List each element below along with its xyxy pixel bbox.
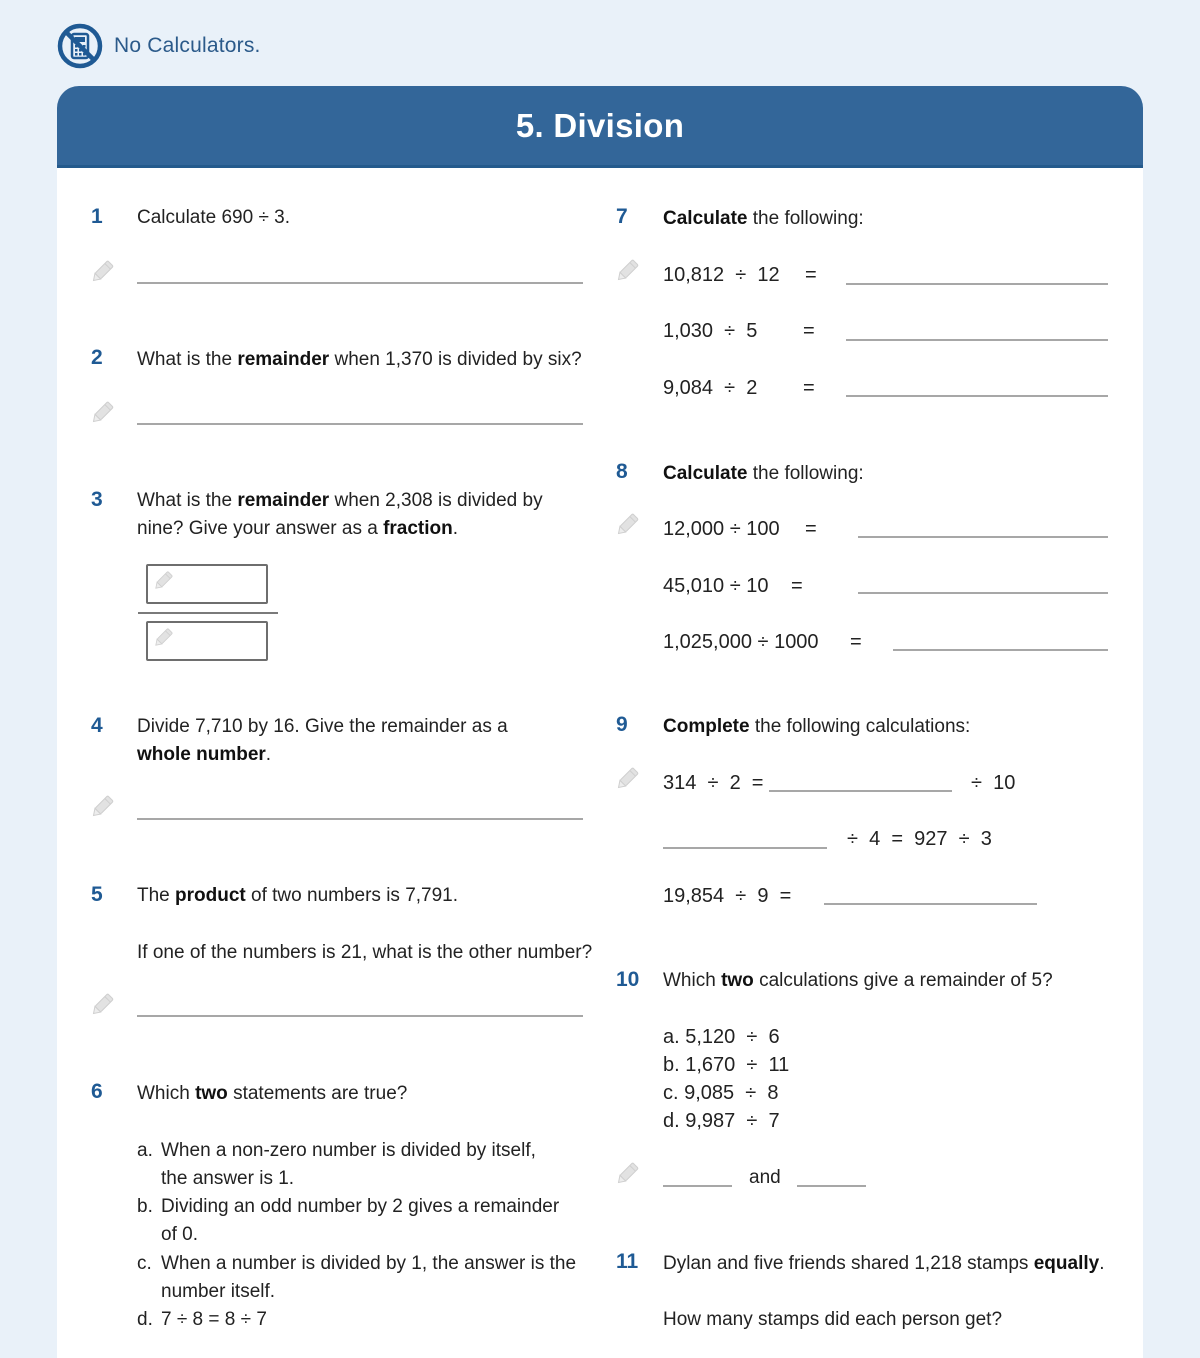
bold-text: product: [175, 885, 246, 906]
text: statements are true?: [227, 1083, 408, 1104]
option-text: the answer is 1.: [161, 1168, 295, 1189]
text: the following calculations:: [749, 716, 971, 737]
text: calculations give a remainder of 5?: [753, 970, 1053, 991]
worksheet-card: [57, 86, 1143, 1358]
answer-line[interactable]: [858, 536, 1108, 538]
section-title: 5. Division: [515, 106, 685, 144]
text: of two numbers is 7,791.: [245, 885, 459, 906]
question-text: [137, 713, 537, 769]
option-letter: a.: [137, 1140, 153, 1161]
answer-line[interactable]: [893, 649, 1108, 651]
pencil-icon: [152, 570, 174, 592]
text: .: [1099, 1253, 1105, 1274]
option-letter: b.: [137, 1196, 153, 1217]
text: The: [137, 885, 176, 906]
answer-line[interactable]: [137, 1015, 583, 1017]
question-number: 7: [616, 205, 628, 228]
question-number: 2: [91, 346, 103, 369]
answer-line[interactable]: [824, 903, 1037, 905]
question-number: 5: [91, 883, 103, 906]
bold-text: remainder: [237, 490, 330, 511]
question-subtext: If one of the numbers is 21, what is the other number?: [137, 942, 593, 963]
answer-line[interactable]: [846, 395, 1108, 397]
question-number: 3: [91, 488, 103, 511]
bold-text: Calculate: [663, 208, 748, 229]
equals-sign: =: [805, 264, 817, 286]
answer-line[interactable]: [858, 592, 1108, 594]
option-d[interactable]: d. 9,987 ÷ 7: [663, 1110, 780, 1132]
no-calculator-icon: [56, 22, 104, 70]
and-label: and: [749, 1167, 781, 1188]
question-number: 6: [91, 1080, 103, 1103]
question-number: 11: [616, 1250, 639, 1273]
answer-line[interactable]: [846, 283, 1108, 285]
calc-expression: 1,025,000 ÷ 1000: [663, 631, 819, 653]
text: What is the: [137, 490, 238, 511]
calc-expression: 9,084 ÷ 2: [663, 377, 758, 399]
equals-sign: =: [791, 575, 803, 597]
calc-expression: 45,010 ÷ 10: [663, 575, 769, 597]
text: the following:: [747, 208, 864, 229]
equals-sign: =: [805, 518, 817, 540]
bold-text: fraction: [383, 518, 453, 539]
pencil-icon: [614, 512, 640, 538]
pencil-icon: [152, 627, 174, 649]
pencil-icon: [89, 794, 115, 820]
question-number: 1: [91, 205, 103, 228]
question-number: 10: [616, 968, 640, 991]
bold-text: two: [721, 970, 754, 991]
question-text: [663, 205, 864, 233]
equals-sign: =: [803, 377, 815, 399]
answer-line[interactable]: [137, 282, 583, 284]
text: Which: [663, 970, 722, 991]
text: when 1,370 is divided by six?: [329, 349, 582, 370]
text: Which: [137, 1083, 196, 1104]
bold-text: two: [195, 1083, 228, 1104]
answer-line[interactable]: [663, 847, 827, 849]
question-text: [663, 460, 864, 488]
pencil-icon: [89, 992, 115, 1018]
equals-sign: =: [850, 631, 862, 653]
notice-text: No Calculators.: [114, 34, 261, 57]
calc-expression: 12,000 ÷ 100: [663, 518, 780, 540]
pencil-icon: [614, 1161, 640, 1187]
numerator-input[interactable]: [146, 564, 268, 604]
text: What is the: [137, 349, 238, 370]
text: the following:: [747, 463, 864, 484]
question-number: 9: [616, 713, 628, 736]
question-number: 4: [91, 714, 103, 737]
pencil-icon: [89, 400, 115, 426]
no-calculators-notice: [56, 22, 261, 70]
text: .: [452, 518, 459, 539]
pencil-icon: [614, 258, 640, 284]
option-b[interactable]: b. 1,670 ÷ 11: [663, 1054, 790, 1076]
denominator-input[interactable]: [146, 621, 268, 661]
option-letter: c.: [137, 1253, 152, 1274]
option-text: of 0.: [161, 1224, 198, 1245]
question-text: [137, 1080, 407, 1108]
text: .: [265, 744, 272, 765]
answer-line[interactable]: [137, 818, 583, 820]
option-c[interactable]: c. 9,085 ÷ 8: [663, 1082, 779, 1104]
answer-line[interactable]: [797, 1185, 866, 1187]
calc-expression: 10,812 ÷ 12: [663, 264, 780, 286]
bold-text: remainder: [237, 349, 330, 370]
bold-text: Complete: [663, 716, 750, 737]
option-letter: d.: [137, 1309, 153, 1330]
calc-expression: ÷ 4 = 927 ÷ 3: [847, 828, 992, 850]
question-text: Calculate 690 ÷ 3.: [137, 207, 291, 228]
pencil-icon: [89, 259, 115, 285]
calc-expression: ÷ 10: [971, 772, 1016, 794]
question-text: [137, 346, 582, 374]
answer-line[interactable]: [137, 423, 583, 425]
bold-text: whole number: [137, 744, 266, 765]
answer-line[interactable]: [769, 790, 952, 792]
pencil-icon: [614, 766, 640, 792]
question-text: [137, 487, 577, 543]
question-subtext: How many stamps did each person get?: [663, 1309, 1003, 1330]
answer-line[interactable]: [846, 339, 1108, 341]
question-text: [663, 1250, 1104, 1278]
question-text: [137, 882, 458, 910]
calc-expression: 314 ÷ 2 =: [663, 772, 764, 794]
option-text: Dividing an odd number by 2 gives a remainder: [161, 1196, 560, 1217]
text: when 2,308 is divided by nine? Give your answer as a: [137, 490, 543, 539]
bold-text: Calculate: [663, 463, 748, 484]
question-text: [663, 713, 970, 741]
text: Dylan and five friends shared 1,218 stamps: [663, 1253, 1034, 1274]
section-header: [57, 86, 1143, 168]
option-text: When a number is divided by 1, the answer is the: [161, 1253, 577, 1274]
text: Divide 7,710 by 16. Give the remainder as a: [137, 716, 508, 737]
fraction-bar: [138, 612, 278, 614]
option-text: 7 ÷ 8 = 8 ÷ 7: [161, 1309, 267, 1330]
option-text: number itself.: [161, 1281, 276, 1302]
answer-line[interactable]: [663, 1185, 732, 1187]
question-text: [663, 967, 1053, 995]
equals-sign: =: [803, 320, 815, 342]
bold-text: equally: [1033, 1253, 1100, 1274]
calc-expression: 1,030 ÷ 5: [663, 320, 758, 342]
option-text: When a non-zero number is divided by itself,: [161, 1140, 536, 1161]
question-number: 8: [616, 460, 628, 483]
calc-expression: 19,854 ÷ 9 =: [663, 885, 792, 907]
option-a[interactable]: a. 5,120 ÷ 6: [663, 1026, 780, 1048]
